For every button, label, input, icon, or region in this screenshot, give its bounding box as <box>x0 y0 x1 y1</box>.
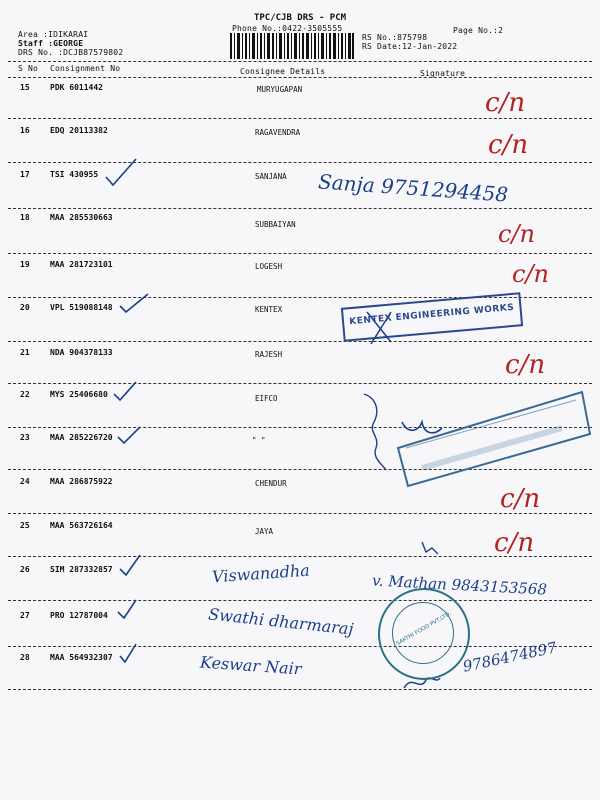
row-consignment: SIM 287332857 <box>50 565 113 574</box>
row-consignee: SUBBAIYAN <box>255 220 296 229</box>
phone-number: Phone No.:0422-3505555 <box>232 24 343 33</box>
row-sno: 26 <box>20 565 30 574</box>
handwritten-phone: 9786474897 <box>461 638 559 676</box>
handwritten-cn: c/n <box>488 130 529 160</box>
row-divider <box>8 253 592 254</box>
page-number: Page No.:2 <box>453 26 504 35</box>
row-consignee: JAYA <box>255 527 274 536</box>
row-consignment: MAA 564932307 <box>50 653 113 662</box>
handwritten-cn: c/n <box>485 88 526 118</box>
area-label: Area :IDIKARAI <box>18 30 89 39</box>
check-mark-icon <box>104 155 138 189</box>
row-sno: 20 <box>20 303 30 312</box>
check-mark-icon <box>118 642 138 666</box>
check-mark-icon <box>116 598 138 622</box>
col-sno-header: S No <box>18 64 39 73</box>
col-signature-header: Signature <box>420 69 466 78</box>
row-sno: 24 <box>20 477 30 486</box>
handwritten-signature: v. Mathan 9843153568 <box>371 571 548 599</box>
round-company-seal <box>378 588 470 680</box>
row-divider <box>8 646 592 647</box>
row-sno: 18 <box>20 213 30 222</box>
row-sno: 28 <box>20 653 30 662</box>
handwritten-signature: Sanja 9751294458 <box>317 169 509 207</box>
rs-date: RS Date:12-Jan-2022 <box>362 42 458 51</box>
handwritten-cn: c/n <box>500 484 541 514</box>
check-mark-icon <box>118 292 152 316</box>
seal-text: SAKTHI FOOD PVT.LTD. <box>395 610 453 648</box>
row-consignee: LOGESH <box>255 262 283 271</box>
row-consignment: MAA 285530663 <box>50 213 113 222</box>
barcode <box>230 33 354 59</box>
row-divider <box>8 341 592 342</box>
row-consignee: CHENDUR <box>255 479 287 488</box>
row-sno: 19 <box>20 260 30 269</box>
row-consignment: MAA 281723101 <box>50 260 113 269</box>
company-stamp: KENTEX ENGINEERING WORKS <box>341 292 523 342</box>
row-sno: 22 <box>20 390 30 399</box>
document-title: TPC/CJB DRS - PCM <box>253 13 347 23</box>
stamp-strike-mark <box>365 310 395 346</box>
row-divider <box>8 118 592 119</box>
row-sno: 27 <box>20 611 30 620</box>
row-divider <box>8 689 592 690</box>
handwritten-receiver-name: Swathi dharmaraj <box>207 604 355 639</box>
rs-number: RS No.:875798 <box>362 33 428 42</box>
rubber-stamp-partial <box>392 388 592 488</box>
row-consignment: EDQ 20113382 <box>50 126 108 135</box>
row-consignment: MAA 286875922 <box>50 477 113 486</box>
row-consignee: KENTEX <box>255 305 283 314</box>
row-consignment: MAA 285226720 <box>50 433 113 442</box>
handwritten-cn: c/n <box>505 350 546 380</box>
row-sno: 17 <box>20 170 30 179</box>
handwritten-receiver-name: Viswanadha <box>211 560 311 587</box>
row-divider <box>8 383 592 384</box>
row-divider <box>8 208 592 209</box>
row-consignment: MAA 563726164 <box>50 521 113 530</box>
row-sno: 16 <box>20 126 30 135</box>
row-divider <box>8 162 592 163</box>
row-sno: 21 <box>20 348 30 357</box>
row-consignee: EIFCO <box>255 394 278 403</box>
row-consignment: VPL 519088148 <box>50 303 113 312</box>
row-consignee: SANJANA <box>255 172 287 181</box>
drs-number: DRS No. :DCJB87579802 <box>18 48 124 57</box>
header-divider-bottom <box>8 77 592 78</box>
check-mark-icon <box>112 380 138 404</box>
row-consignee: " " <box>252 436 266 445</box>
row-consignment: TSI 430955 <box>50 170 99 179</box>
check-mark-icon <box>116 425 142 447</box>
handwritten-cn: c/n <box>498 220 535 248</box>
row-divider <box>8 600 592 601</box>
check-mark-icon <box>118 553 142 579</box>
row-consignment: MYS 25406680 <box>50 390 108 399</box>
row-consignee: RAJESH <box>255 350 283 359</box>
row-sno: 23 <box>20 433 30 442</box>
handwritten-cn: c/n <box>512 260 549 288</box>
handwritten-scribble <box>418 540 442 560</box>
col-consignee-header: Consignee Details <box>240 67 326 76</box>
row-consignment: PDK 6011442 <box>50 83 103 92</box>
staff-label: Staff :GEORGE <box>18 39 84 48</box>
row-sno: 25 <box>20 521 30 530</box>
row-consignee: RAGAVENDRA <box>255 128 301 137</box>
handwritten-cn: c/n <box>494 528 535 558</box>
col-consignment-header: Consignment No <box>50 64 121 73</box>
row-consignment: NDA 904378133 <box>50 348 113 357</box>
row-consignment: PRO 12787004 <box>50 611 108 620</box>
row-consignee: MURYUGAPAN <box>257 85 303 94</box>
row-sno: 15 <box>20 83 30 92</box>
handwritten-receiver-name: Keswar Nair <box>199 652 303 679</box>
header-divider-top <box>8 61 592 62</box>
